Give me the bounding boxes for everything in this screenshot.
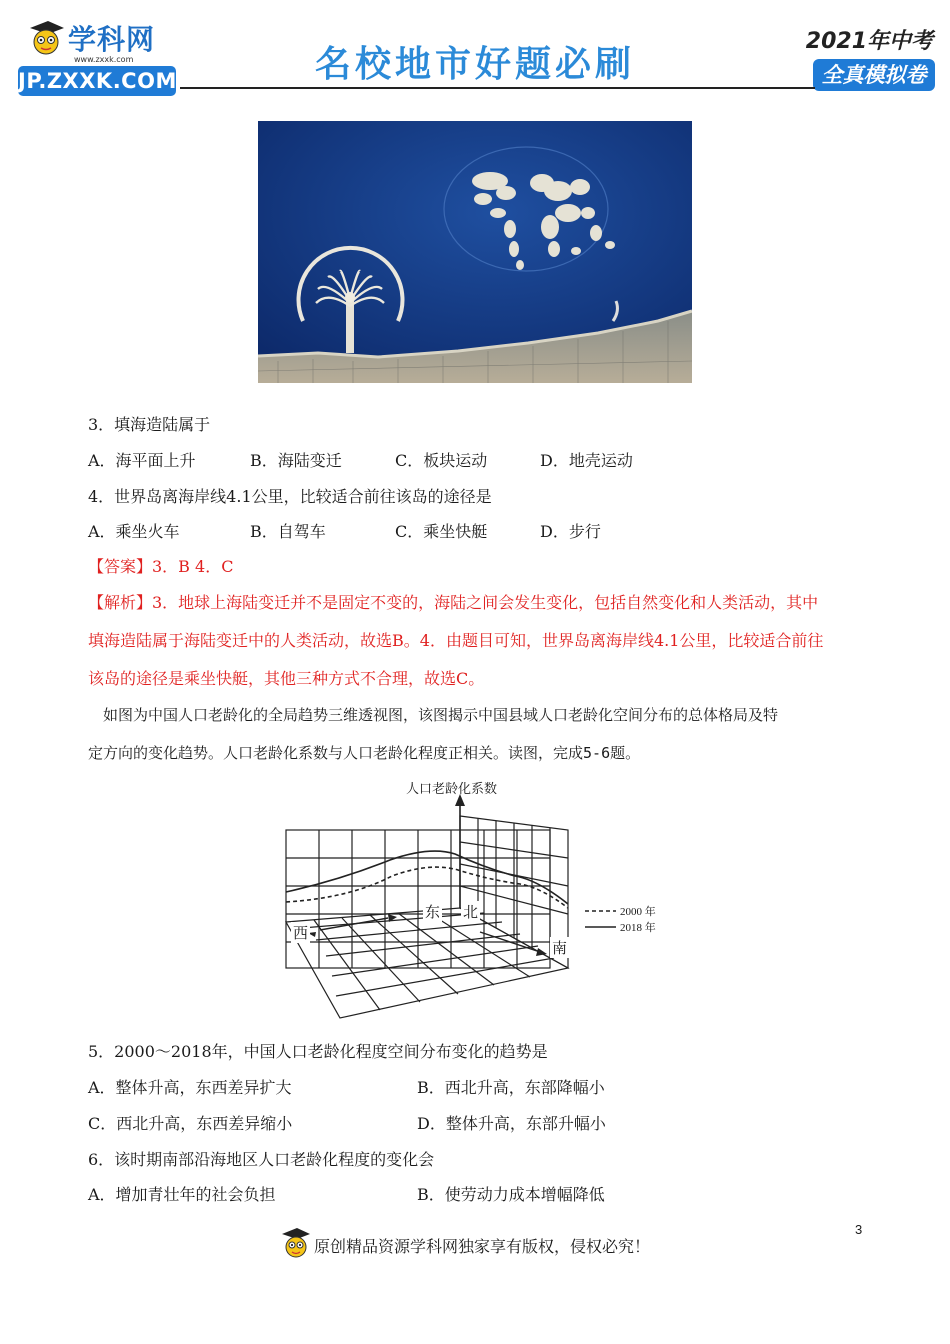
site-logo[interactable] — [18, 14, 180, 96]
analysis-line-2: 填海造陆属于海陆变迁中的人类活动，故选B。4．由题目可知，世界岛离海岸线4.1公里，比较适合前往 — [88, 631, 824, 650]
question-3-stem: 3．填海造陆属于 — [88, 415, 211, 434]
figure-axis-title: 人口老龄化系数 — [406, 782, 498, 797]
logo-url-badge[interactable]: JP.ZXXK.COM — [18, 66, 176, 96]
question-5-stem: 5．2000～2018年，中国人口老龄化程度空间分布变化的趋势是 — [88, 1042, 548, 1061]
q3-option-a: A．海平面上升 — [88, 451, 196, 470]
header-divider — [180, 87, 815, 89]
q4-option-b: B．自驾车 — [250, 522, 326, 541]
q5-option-d: D．整体升高，东部升幅小 — [417, 1114, 606, 1133]
q3-option-b: B．海陆变迁 — [250, 451, 342, 470]
question-6-stem: 6．该时期南部沿海地区人口老龄化程度的变化会 — [88, 1150, 435, 1169]
logo-brand-text: 学科网 — [68, 23, 156, 56]
answer-line: 【答案】3．B 4．C — [88, 557, 234, 576]
figure-label-south: 南 — [552, 939, 568, 957]
analysis-line-1: 【解析】3．地球上海陆变迁并不是固定不变的，海陆之间会发生变化，包括自然变化和人类活动，其中 — [88, 593, 819, 612]
header-year: 2021年中考 — [805, 29, 933, 54]
figure-label-east: 东 — [425, 903, 441, 921]
footer-text: 原创精品资源学科网独家享有版权，侵权必究！ — [314, 1237, 651, 1256]
intro-line-1: 如图为中国人口老龄化的全局趋势三维透视图，该图揭示中国县域人口老龄化空间分布的总体格局及特 — [88, 706, 779, 724]
q5-option-c: C．西北升高，东西差异缩小 — [88, 1114, 293, 1133]
intro-line-2: 定方向的变化趋势。人口老龄化系数与人口老龄化程度正相关。读图，完成5-6题。 — [88, 744, 641, 762]
figure-label-north: 北 — [463, 903, 479, 921]
legend-2000: 2000 年 — [620, 906, 656, 918]
question-4-stem: 4．世界岛离海岸线4.1公里，比较适合前往该岛的途径是 — [88, 487, 492, 506]
mascot-icon — [280, 1226, 312, 1260]
mascot-icon — [26, 18, 66, 58]
header-badge: 全真模拟卷 — [813, 59, 935, 91]
footer-copyright — [280, 1226, 680, 1260]
q5-option-b: B．西北升高，东部降幅小 — [417, 1078, 605, 1097]
q4-option-a: A．乘坐火车 — [88, 522, 180, 541]
q6-option-a: A．增加青壮年的社会负担 — [88, 1185, 276, 1204]
figure-label-west: 西 — [293, 924, 309, 942]
satellite-image — [258, 121, 692, 383]
q4-option-d: D．步行 — [540, 522, 601, 541]
analysis-line-3: 该岛的途径是乘坐快艇，其他三种方式不合理，故选C。 — [88, 669, 485, 688]
q6-option-b: B．使劳动力成本增幅降低 — [417, 1185, 605, 1204]
aging-trend-figure — [280, 772, 680, 1022]
q4-option-c: C．乘坐快艇 — [395, 522, 488, 541]
q5-option-a: A．整体升高，东西差异扩大 — [88, 1078, 292, 1097]
q3-option-c: C．板块运动 — [395, 451, 488, 470]
legend-2018: 2018 年 — [620, 922, 656, 934]
q3-option-d: D．地壳运动 — [540, 451, 633, 470]
logo-small-url: www.zxxk.com — [74, 55, 134, 64]
header-title: 名校地市好题必刷 — [314, 44, 635, 85]
page-number: 3 — [855, 1222, 863, 1237]
